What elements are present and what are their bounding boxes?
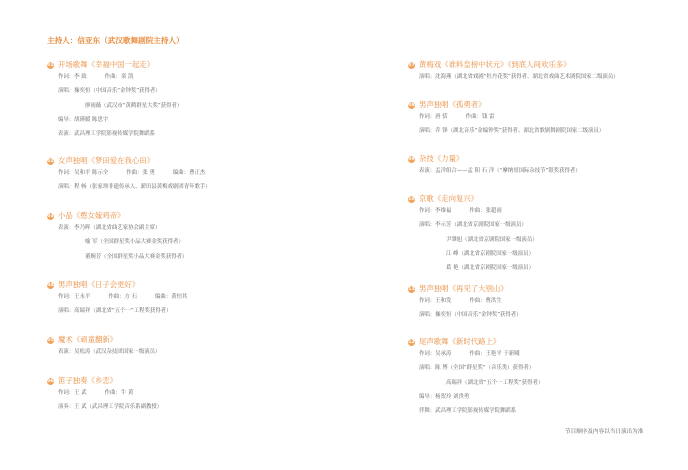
program-credit-line: 作词：王和发 作曲：曹洪生	[419, 298, 502, 304]
program-number-badge: 06	[47, 378, 54, 384]
program-title-text: 京歌《走向复兴》	[419, 194, 479, 203]
program-credit-line: 廖雨薇（武汉市“黄鹤群星大奖”获得者）	[85, 102, 183, 109]
program-credit-line: 高瑞祥（湖北省“五个一工程奖”获得者）	[446, 379, 544, 386]
program-credit-line: 作词：李 致 作曲：栾 凯	[58, 74, 134, 80]
program-credit-line: 演唱：程 畅（张家坝非遗传承人、薪田县黄梅戏剧团青年歌手）	[58, 184, 211, 191]
program-credit-line: 演唱：李示芳（湖北省京剧院国家一级演员）	[419, 222, 527, 229]
program-item	[47, 335, 160, 359]
program-title-text: 魔术《顽童翻新》	[58, 335, 118, 344]
program-credit-line: 表演：李乃晖（湖北省曲艺家协会副主席）	[58, 225, 161, 231]
program-item	[47, 376, 162, 415]
program-title	[47, 60, 182, 70]
program-number-badge: 07	[408, 62, 415, 68]
program-credit-line: 作词：王 武 作曲：牛 黄	[58, 390, 134, 396]
program-title-text: 小品《憨女嫁鸡帝》	[58, 211, 125, 220]
program-credit-line: 演唱：操奕恒（中国音乐“金钟奖”获得者）	[419, 312, 522, 319]
program-credit-line: 表演：吴松涛（武汉杂技团国家一级演员）	[58, 349, 161, 355]
program-item	[47, 211, 187, 264]
program-title	[47, 376, 162, 386]
program-title-text: 女声独唱《梦田爱在我心田》	[58, 156, 155, 165]
program-credit-line: 演唱：沈海燕（湖北省戏剧“牡丹花奖”获得者、湖北省戏曲艺术剧院国家二级演员）	[419, 74, 619, 80]
program-title-text: 尾声歌舞《新时代路上》	[419, 337, 501, 346]
program-credit-line: 作词：李维福 作曲：张超雨	[419, 208, 502, 214]
program-title-text: 男声独唱《日子会更好》	[58, 280, 140, 289]
program-credit-line: 演唱：乔 锋（湖北音乐“金编钟奖”获得者、湖北省歌剧舞剧院国家二级演员）	[419, 128, 605, 135]
program-title	[408, 60, 619, 70]
program-credit-line: 表演：孟洋组合——孟 阳 石 洋（“摩纳哥国际杂技节”银奖获得者）	[419, 168, 581, 174]
program-title	[47, 156, 211, 166]
program-title	[408, 284, 522, 294]
program-credit-line: 演唱：高瑞祥（湖北省“五个一”工程奖获得者）	[58, 308, 172, 315]
program-title-text: 笛子独奏《乡恋》	[58, 376, 118, 385]
program-item	[408, 337, 543, 418]
program-item	[408, 100, 604, 139]
program-credit-line: 作词：吴和平 陈示全 作曲：张 勇 编曲：曹正杰	[58, 170, 206, 176]
program-title	[47, 211, 187, 221]
program-credit-line: 尹肇旭（湖北省京剧院国家一级演员）	[446, 236, 538, 243]
program-number-badge: 11	[408, 286, 415, 292]
footnote: 节目顺序及内容以当日演出为准	[565, 429, 644, 435]
program-title	[408, 154, 581, 164]
program-credit-line: 演唱：操奕恒（中国音乐“金钟奖”获得者）	[58, 88, 161, 95]
program-number-badge: 08	[408, 102, 415, 108]
program-item	[47, 280, 187, 319]
program-item	[408, 194, 538, 275]
program-credit-line: 编导：杨贺玲 刘贵勇	[419, 393, 470, 400]
program-number-badge: 12	[408, 339, 415, 345]
program-number-badge: 05	[47, 337, 54, 343]
program-title-text: 杂技《力量》	[419, 154, 464, 163]
program-title-text: 黄梅戏《谁料皇榜中状元》《到底人间欢乐多》	[419, 60, 571, 69]
program-item	[408, 154, 581, 178]
program-credit-line: 江 峰（湖北省京剧院国家一级演员）	[446, 250, 534, 257]
program-credit-line: 作词：唐 恬 作曲：钱 雷	[419, 114, 495, 120]
program-number-badge: 02	[47, 158, 54, 164]
program-title-text: 男声独唱《孤勇者》	[419, 100, 486, 109]
program-title-text: 开场歌舞《幸福中国一起走》	[58, 60, 155, 69]
program-credit-line: 作词：王永平 作曲：方 石 编曲：黄恒其	[58, 294, 188, 300]
program-number-badge: 01	[47, 62, 54, 68]
program-title	[408, 337, 543, 347]
program-credit-line: 表演：武昌理工学院影视传媒学院舞蹈系	[58, 131, 156, 138]
host-line: 主持人：信亚东（武汉歌舞剧院主持人）	[47, 36, 184, 45]
program-credit-line: 葛 艳（湖北省京剧院国家一级演员）	[446, 265, 534, 272]
program-title	[408, 100, 604, 110]
program-credit-line: 喻 军（全国群星奖小品大赛金奖获得者）	[85, 239, 184, 246]
program-credit-line: 演奏：王 武（武昌理工学院音乐系副教授）	[58, 404, 163, 411]
program-number-badge: 03	[47, 213, 54, 219]
program-item	[47, 156, 211, 195]
program-item	[408, 60, 619, 84]
program-item	[47, 60, 182, 141]
program-credit-line: 作词：吴承涛 作曲：王艳平 于新曦	[419, 351, 520, 357]
program-number-badge: 09	[408, 156, 415, 162]
program-item	[408, 284, 522, 323]
program-number-badge: 04	[47, 282, 54, 288]
program-credit-line: 伴舞：武昌理工学院影视传媒学院舞蹈系	[419, 408, 517, 415]
program-credit-line: 董婉芳（全国群星奖小品大赛金奖获得者）	[85, 253, 188, 260]
program-credit-line: 演唱：陈 博（全国“群星奖”（音乐类）获得者）	[419, 365, 535, 372]
program-title	[47, 280, 187, 290]
program-credit-line: 编导：胡瑛媛 陈思宇	[58, 116, 109, 123]
program-title-text: 男声独唱《再见了大别山》	[419, 284, 508, 293]
program-title	[47, 335, 160, 345]
program-title	[408, 194, 538, 204]
program-number-badge: 10	[408, 196, 415, 202]
